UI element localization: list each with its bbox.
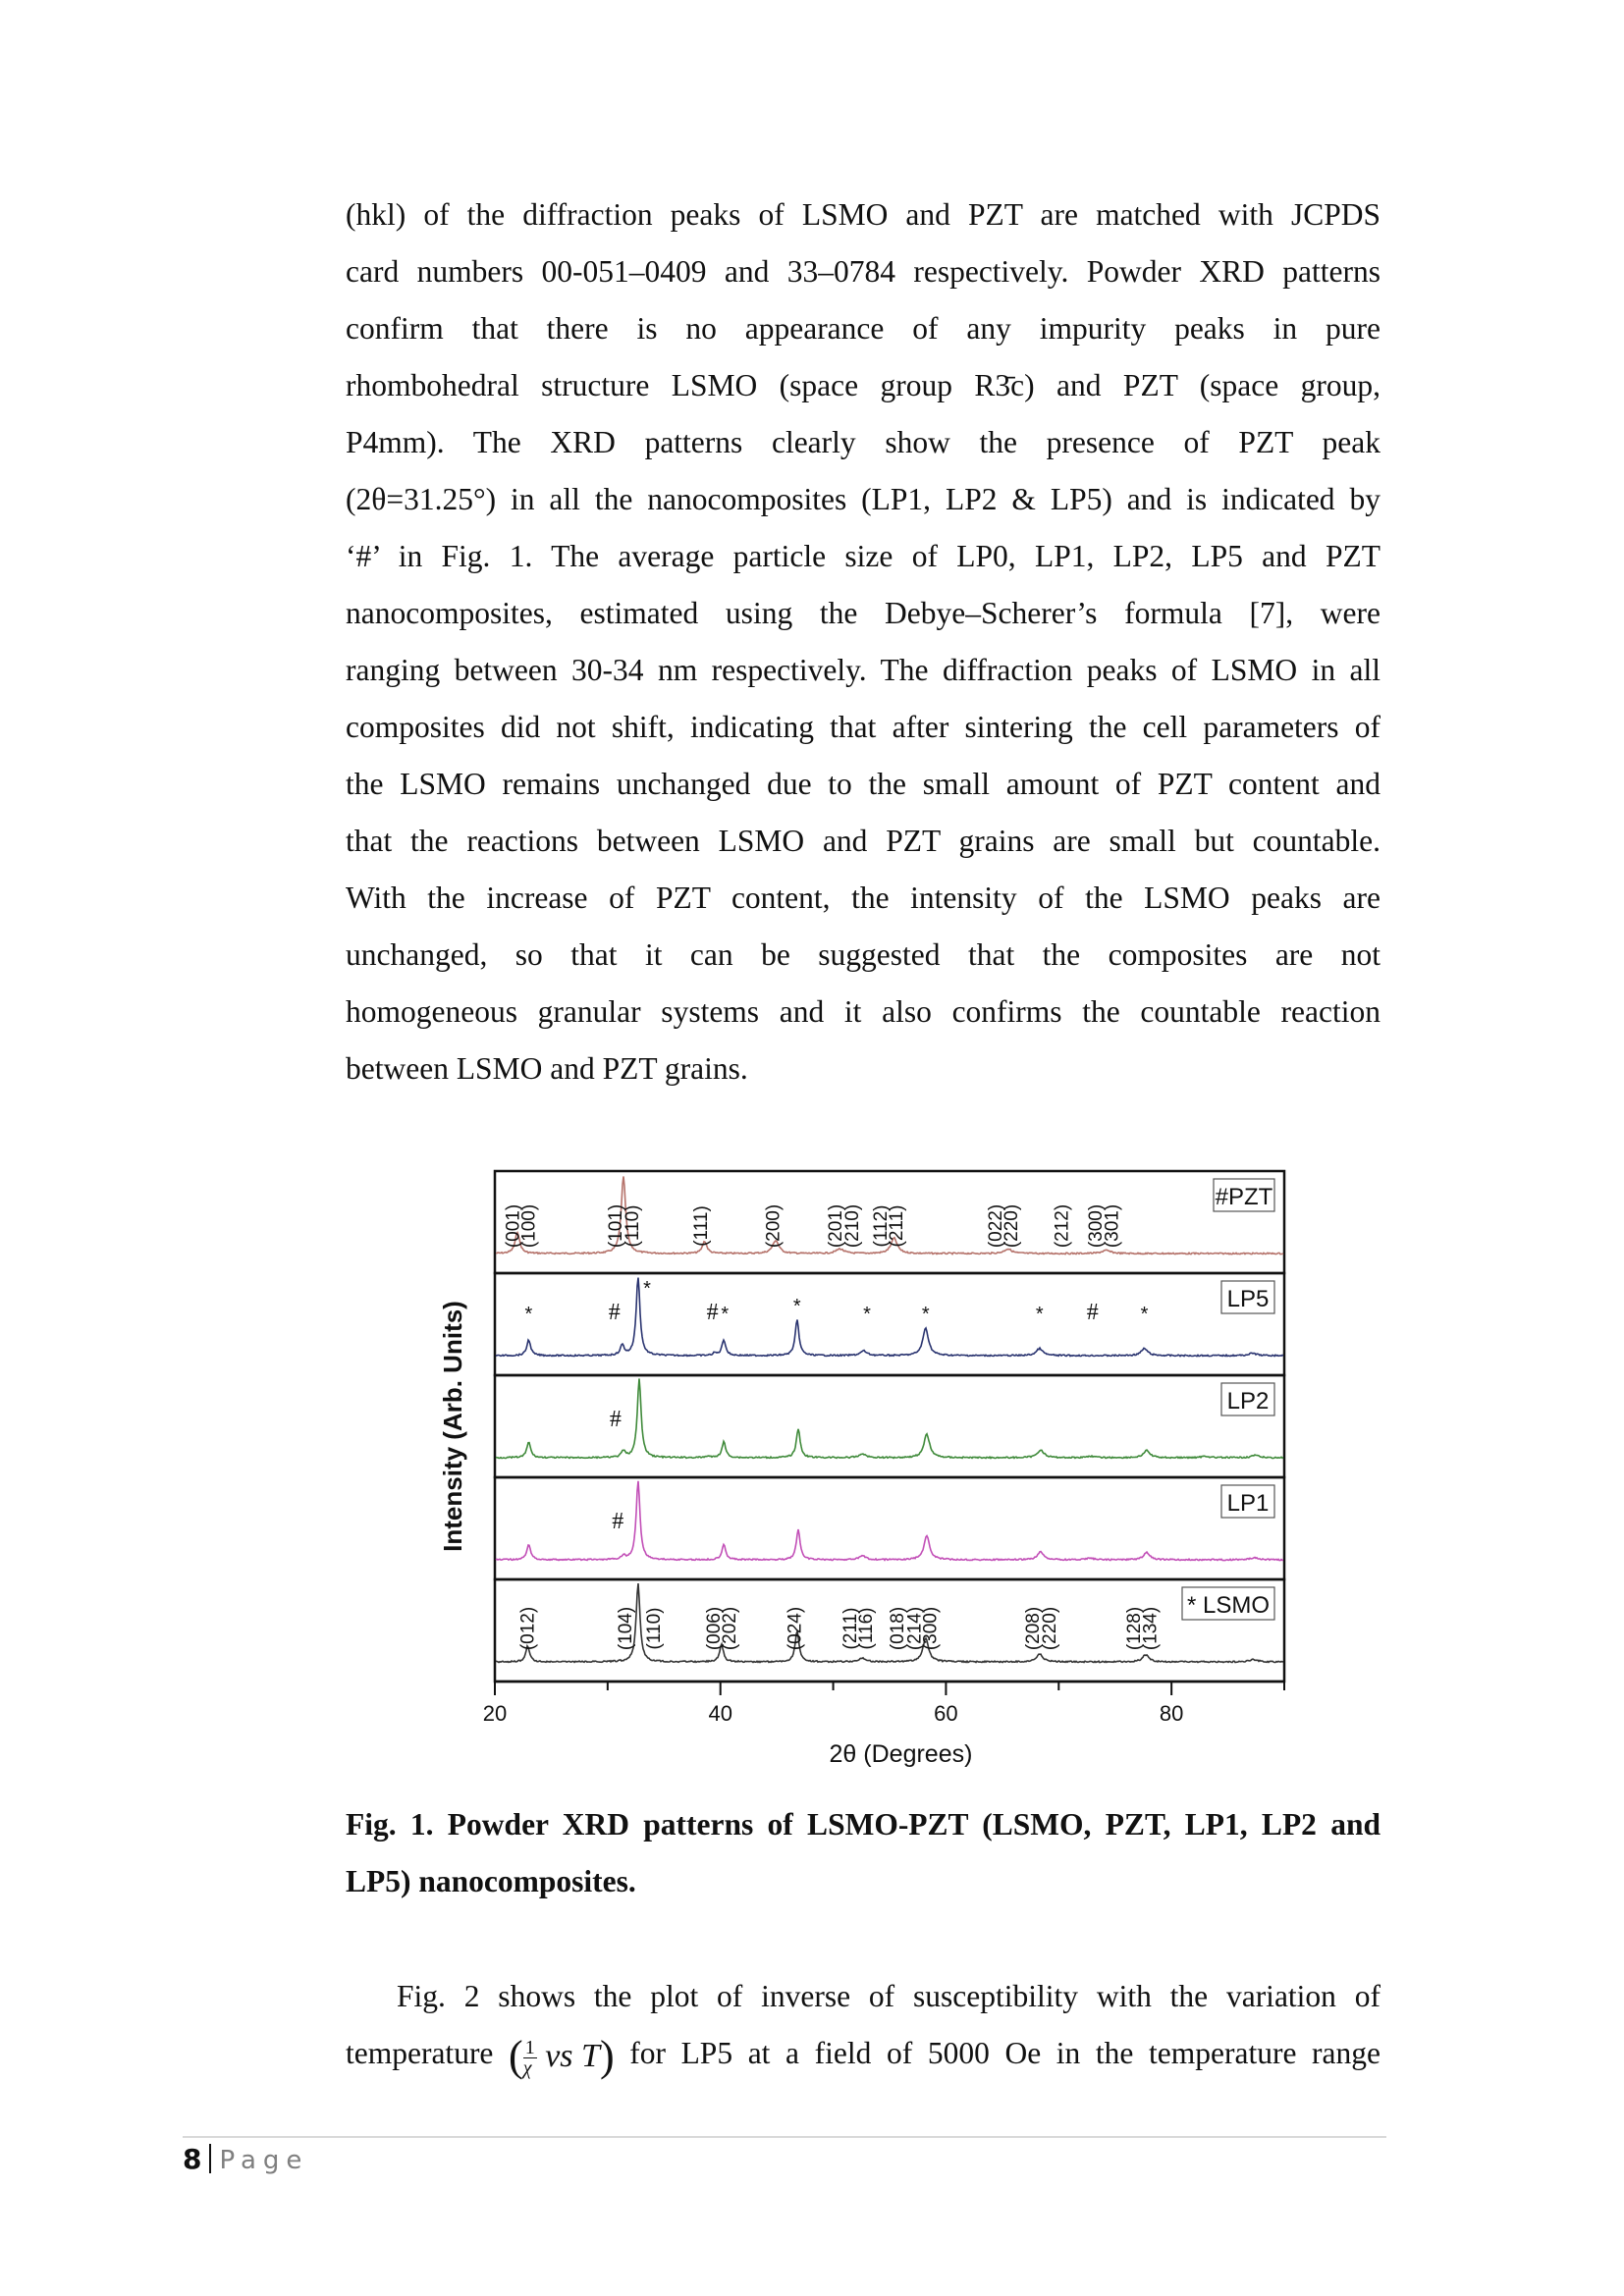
x-tick-label: 60 bbox=[934, 1701, 958, 1726]
lsmo-marker: * bbox=[721, 1304, 730, 1325]
text-line: between LSMO and PZT grains. bbox=[346, 1051, 748, 1086]
figure-caption bbox=[346, 1796, 1380, 1910]
hkl-label: (220) bbox=[1001, 1203, 1023, 1249]
fraction-denominator: χ bbox=[522, 2057, 532, 2080]
footer-divider bbox=[183, 2136, 1386, 2138]
panel-lsmo bbox=[495, 1579, 1284, 1682]
hkl-label: (211) bbox=[839, 1607, 861, 1650]
text-line-with-formula bbox=[346, 2025, 1380, 2094]
legend-label: #PZT bbox=[1215, 1184, 1273, 1210]
text-line: the LSMO remains unchanged due to the small amount of PZT content and bbox=[346, 767, 1380, 801]
text-line: P4mm). The XRD patterns clearly show the presence of PZT peak bbox=[346, 425, 1380, 459]
caption-line: Fig. 1. Powder XRD patterns of LSMO-PZT (LSMO, PZT, LP1, LP2 and bbox=[346, 1807, 1380, 1842]
panel-lp1 bbox=[495, 1477, 1284, 1579]
legend-label: LP5 bbox=[1226, 1286, 1270, 1312]
body-paragraph-2 bbox=[346, 1968, 1380, 2094]
hkl-label: (220) bbox=[1040, 1606, 1061, 1651]
hkl-label: (300) bbox=[1086, 1203, 1108, 1249]
x-tick-label: 40 bbox=[708, 1701, 732, 1726]
text-line: composites did not shift, indicating that after sintering the cell parameters of bbox=[346, 710, 1380, 744]
legend-label: LP2 bbox=[1226, 1388, 1270, 1415]
hkl-label: (110) bbox=[623, 1204, 644, 1248]
hkl-label: (111) bbox=[691, 1205, 713, 1247]
page-label: Page bbox=[219, 2146, 309, 2175]
x-tick-label: 20 bbox=[482, 1701, 508, 1726]
page-number: 8 bbox=[183, 2143, 202, 2175]
hkl-label: (018) bbox=[888, 1606, 909, 1651]
x-axis-title: 2θ (Degrees) bbox=[829, 1740, 973, 1768]
pzt-marker: # bbox=[1086, 1300, 1099, 1325]
fraction-numerator: 1 bbox=[524, 2037, 535, 2059]
hkl-label: (116) bbox=[855, 1607, 877, 1650]
lsmo-marker: * bbox=[863, 1304, 871, 1325]
xrd-figure bbox=[432, 1158, 1296, 1787]
text-line: that the reactions between LSMO and PZT grains are small but countable. bbox=[346, 824, 1380, 858]
hkl-label: (301) bbox=[1102, 1203, 1123, 1249]
hkl-label: (024) bbox=[785, 1606, 806, 1651]
lsmo-marker: * bbox=[792, 1296, 801, 1317]
hkl-label: (212) bbox=[1052, 1203, 1073, 1249]
lsmo-marker: * bbox=[643, 1278, 651, 1300]
hkl-label: (208) bbox=[1022, 1606, 1044, 1651]
formula-text: vs T bbox=[545, 2037, 600, 2074]
hkl-label: (211) bbox=[886, 1204, 907, 1248]
formula-inverse-susceptibility: ( $\frac{1}{\chi}$ vs T) bbox=[509, 2031, 615, 2080]
text-line: homogeneous granular systems and it also confirms the countable reaction bbox=[346, 994, 1380, 1029]
lsmo-marker: * bbox=[1035, 1304, 1044, 1325]
lsmo-marker: * bbox=[921, 1304, 930, 1325]
text-line: card numbers 00-051–0409 and 33–0784 respectively. Powder XRD patterns bbox=[346, 254, 1380, 289]
legend-label: LP1 bbox=[1226, 1490, 1270, 1517]
text-line: (hkl) of the diffraction peaks of LSMO and PZT are matched with JCPDS bbox=[346, 197, 1380, 232]
text-line: Fig. 2 shows the plot of inverse of susceptibility with the variation of bbox=[397, 1979, 1380, 2013]
page-footer bbox=[183, 2143, 308, 2175]
hkl-label: (006) bbox=[703, 1606, 725, 1651]
text-line: confirm that there is no appearance of any impurity peaks in pure bbox=[346, 311, 1380, 346]
hkl-label: (200) bbox=[763, 1203, 785, 1249]
hkl-label: (110) bbox=[643, 1607, 665, 1650]
x-tick-label: 80 bbox=[1159, 1701, 1184, 1726]
y-axis-title: Intensity (Arb. Units) bbox=[438, 1301, 467, 1552]
text-line: With the increase of PZT content, the intensity of the LSMO peaks are bbox=[346, 881, 1380, 915]
hkl-label: (214) bbox=[904, 1606, 926, 1651]
text-line: ranging between 30-34 nm respectively. The diffraction peaks of LSMO in all bbox=[346, 653, 1380, 687]
text-segment: temperature bbox=[346, 2036, 494, 2070]
hkl-label: (134) bbox=[1140, 1606, 1162, 1651]
panel-pzt bbox=[495, 1171, 1284, 1273]
legend-label: * LSMO bbox=[1186, 1592, 1271, 1619]
panel-lp5 bbox=[495, 1273, 1284, 1375]
hkl-label: (100) bbox=[518, 1203, 540, 1249]
pzt-marker: # bbox=[706, 1300, 719, 1325]
text-line: nanocomposites, estimated using the Debye–Scherer’s formula [7], were bbox=[346, 596, 1380, 630]
lsmo-marker: * bbox=[524, 1304, 533, 1325]
panel-lp2 bbox=[495, 1375, 1284, 1477]
pzt-marker: # bbox=[609, 1407, 622, 1432]
hkl-label: (001) bbox=[503, 1203, 524, 1249]
hkl-label: (104) bbox=[616, 1606, 637, 1651]
pzt-marker: # bbox=[608, 1300, 621, 1325]
hkl-label: (202) bbox=[719, 1606, 740, 1651]
hkl-label: (128) bbox=[1124, 1606, 1146, 1651]
hkl-label: (201) bbox=[825, 1203, 846, 1249]
hkl-label: (012) bbox=[517, 1606, 539, 1651]
text-line: unchanged, so that it can be suggested that the composites are not bbox=[346, 937, 1380, 972]
hkl-label: (022) bbox=[985, 1203, 1006, 1249]
hkl-label: (112) bbox=[870, 1204, 892, 1248]
text-line: rhombohedral structure LSMO (space group R3̄c) and PZT (space group, bbox=[346, 368, 1380, 402]
text-segment: for LP5 at a field of 5000 Oe in the temperature range bbox=[629, 2036, 1381, 2070]
body-paragraph-1 bbox=[346, 187, 1380, 1097]
hkl-label: (300) bbox=[920, 1606, 942, 1651]
hkl-label: (101) bbox=[605, 1203, 626, 1249]
text-line: (2θ=31.25°) in all the nanocomposites (LP1, LP2 & LP5) and is indicated by bbox=[346, 482, 1380, 516]
footer-separator bbox=[209, 2144, 211, 2173]
hkl-label: (210) bbox=[842, 1203, 864, 1249]
caption-line: LP5) nanocomposites. bbox=[346, 1864, 636, 1898]
text-line: ‘#’ in Fig. 1. The average particle size of LP0, LP1, LP2, LP5 and PZT bbox=[346, 539, 1380, 573]
pzt-marker: # bbox=[612, 1509, 624, 1534]
lsmo-marker: * bbox=[1140, 1304, 1149, 1325]
